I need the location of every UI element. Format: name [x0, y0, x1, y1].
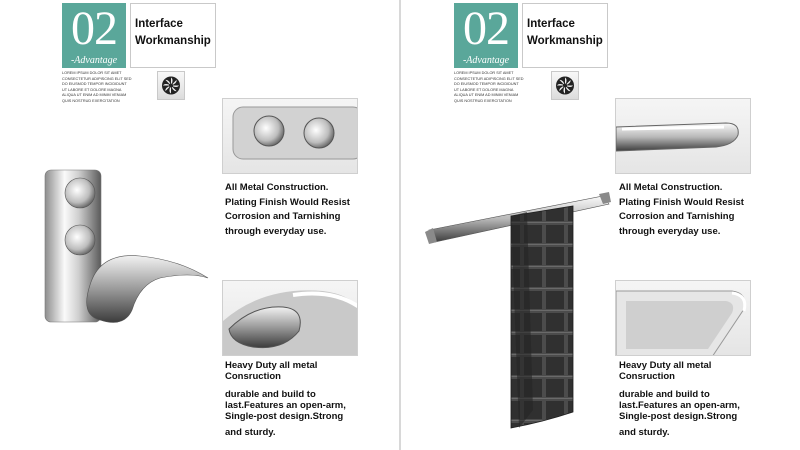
- feature-bottom-body-1: durable and build to last.Features an open-arm,: [225, 389, 346, 411]
- feature-top-line-2: Plating Finish Would Resist: [619, 196, 744, 208]
- feature-bottom-body-2: Single-post design.Strong: [225, 411, 344, 422]
- product-panel-hook: [0, 0, 399, 450]
- feature-top-line-4: through everyday use.: [225, 225, 327, 237]
- heading-line-1: Interface: [527, 18, 575, 30]
- section-heading: [522, 3, 608, 68]
- badge-subtitle: -Advantage: [462, 55, 510, 66]
- detail-photo-bar-underside: [615, 280, 751, 356]
- feature-bottom-title: Heavy Duty all metal Consruction: [225, 360, 318, 382]
- feature-top-line-2: Plating Finish Would Resist: [225, 196, 350, 208]
- feature-top-line-3: Corrosion and Tarnishing: [225, 211, 341, 222]
- advantage-badge: [454, 3, 518, 68]
- intro-blurb: LOREM IPSUM DOLOR SIT AMET CONSECTETUR ADIPISCING ELIT SED DO EIUSMOD TEMPOR INCIDIDUNT UT LABORE ET DOLORE MAGNA ALIQUA UT ENIM AD MINIM VENIAM QUIS NOSTRUD EXERCITATION: [454, 71, 524, 103]
- feature-top-line-1: All Metal Construction.: [619, 182, 723, 193]
- product-panel-towel-bar: [401, 0, 800, 450]
- detail-photo-hook-tip: [222, 280, 358, 356]
- feature-bottom-body-1: durable and build to last.Features an open-arm,: [619, 389, 740, 411]
- feature-top-text: [619, 181, 769, 239]
- feature-top-line-4: through everyday use.: [619, 225, 721, 237]
- robe-hook-image: [40, 160, 215, 330]
- badge-number: 02: [463, 2, 509, 55]
- heading-line-1: Interface: [135, 18, 183, 30]
- feature-bottom-title: Heavy Duty all metal Consruction: [619, 360, 712, 382]
- feature-bottom-body-3: and sturdy.: [619, 427, 670, 438]
- fan-icon: [157, 71, 185, 100]
- badge-number: 02: [71, 2, 117, 55]
- feature-top-line-3: Corrosion and Tarnishing: [619, 211, 735, 222]
- section-heading: [130, 3, 216, 68]
- towel-bar-image: [423, 190, 613, 440]
- advantage-badge: [62, 3, 126, 68]
- fan-icon: [551, 71, 579, 100]
- heading-line-2: Workmanship: [527, 35, 603, 47]
- feature-bottom-body-2: Single-post design.Strong: [619, 411, 738, 422]
- feature-top-line-1: All Metal Construction.: [225, 182, 329, 193]
- detail-photo-bar-end: [615, 98, 751, 174]
- feature-bottom-body-3: and sturdy.: [225, 427, 276, 438]
- badge-subtitle: -Advantage: [70, 55, 118, 66]
- heading-line-2: Workmanship: [135, 35, 211, 47]
- feature-top-text: [225, 181, 375, 239]
- detail-photo-knobs: [222, 98, 358, 174]
- intro-blurb: LOREM IPSUM DOLOR SIT AMET CONSECTETUR ADIPISCING ELIT SED DO EIUSMOD TEMPOR INCIDIDUNT UT LABORE ET DOLORE MAGNA ALIQUA UT ENIM AD MINIM VENIAM QUIS NOSTRUD EXERCITATION: [62, 71, 132, 103]
